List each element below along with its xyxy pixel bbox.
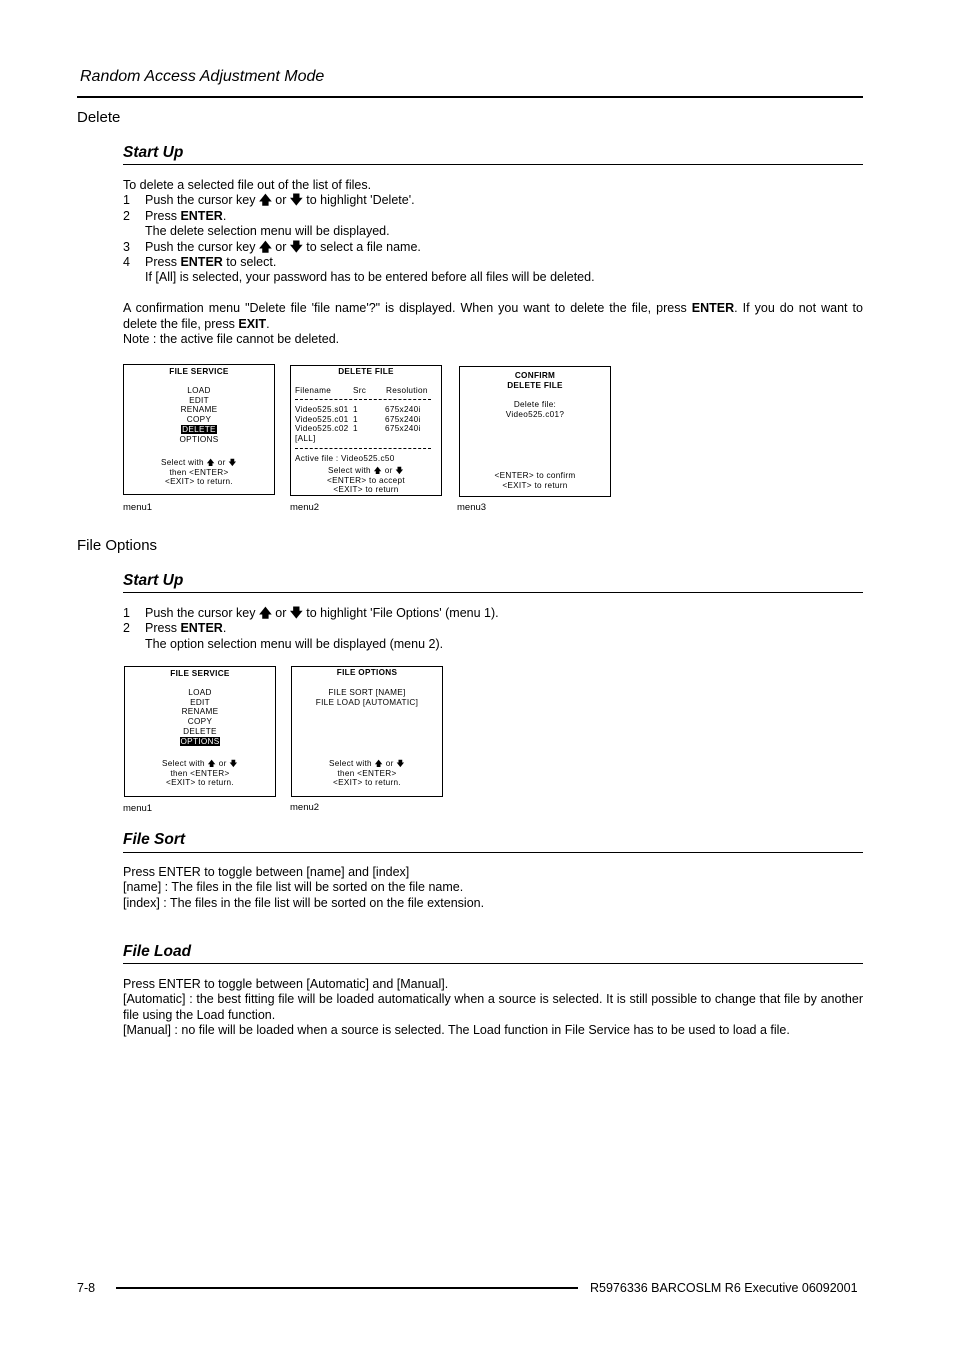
document-id: R5976336 BARCOSLM R6 Executive 06092001: [590, 1281, 858, 1295]
step-2-detail: The option selection menu will be displayed (menu 2).: [145, 636, 444, 651]
arrow-up-icon: 🡅: [373, 466, 383, 475]
arrow-down-icon: 🡇: [289, 606, 303, 620]
header-rule: [77, 96, 863, 98]
arrow-down-icon: 🡇: [228, 458, 237, 467]
intro-text: To delete a selected file out of the list of files.: [123, 178, 372, 192]
table-row: Video525.s01 1 675x240i: [295, 405, 421, 414]
arrow-up-icon: 🡅: [207, 759, 217, 768]
osd-menu-delete-file: DELETE FILE Filename Src Resolution Video525.s01 1 675x240i Video525.c01 1 675x240i Video525.c02 1 675x240i [ALL] Active file : Video525.c50 Select with 🡅 or 🡇 <ENTER> to accept <EXIT> to return: [290, 365, 442, 496]
footer-rule: [116, 1287, 578, 1289]
subsection-title-startup: Start Up: [123, 144, 184, 161]
note-text: Note : the active file cannot be deleted.: [123, 332, 340, 347]
menu-caption: menu2: [290, 802, 320, 813]
osd-menu-file-service: FILE SERVICE LOAD EDIT RENAME COPY DELETE OPTIONS Select with 🡅 or 🡇 then <ENTER> <EXIT> to return.: [124, 666, 276, 797]
options-instructions: [123, 606, 863, 652]
table-row: Video525.c02 1 675x240i: [295, 424, 421, 434]
arrow-up-icon: 🡅: [374, 759, 384, 768]
menu-item-selected: DELETE: [182, 424, 216, 434]
confirm-paragraph: A confirmation menu "Delete file 'file name'?" is displayed. When you want to delete the file, press ENTER. If you do not want to delete the file, press EXIT.: [123, 301, 863, 331]
arrow-down-icon: 🡇: [229, 759, 238, 768]
arrow-up-icon: 🡅: [258, 193, 272, 208]
arrow-down-icon: 🡇: [396, 759, 405, 768]
step-1: 1 Push the cursor key 🡅 or 🡇 to highlight 'Delete'.: [123, 193, 415, 208]
arrow-up-icon: 🡅: [258, 239, 272, 254]
menu-caption: menu3: [457, 502, 487, 513]
section-title-delete: Delete: [77, 109, 121, 126]
osd-menu-file-service: FILE SERVICE LOAD EDIT RENAME COPY DELETE OPTIONS Select with 🡅 or 🡇 then <ENTER> <EXIT> to return.: [123, 364, 275, 495]
table-row: Video525.c01 1 675x240i: [295, 414, 421, 424]
arrow-down-icon: 🡇: [289, 193, 303, 208]
delete-instructions: [123, 178, 863, 347]
menu-caption: menu2: [290, 502, 320, 513]
step-2: 2 Press ENTER.: [123, 621, 227, 636]
step-1: 1 Push the cursor key 🡅 or 🡇 to highlight 'File Options' (menu 1).: [123, 606, 499, 620]
subsection-title-file-load: File Load: [123, 943, 192, 960]
page-number: 7-8: [77, 1281, 96, 1295]
file-list: [295, 405, 421, 444]
step-4-detail: If [All] is selected, your password has to be entered before all files will be deleted.: [145, 270, 595, 285]
step-3: 3 Push the cursor key 🡅 or 🡇 to select a file name.: [123, 239, 421, 254]
file-load-text: Press ENTER to toggle between [Automatic] and [Manual]. [Automatic] : the best fitting file will be loaded automatically when a source is selected. It is still possible to change that file by another file using the Load function. [Manual] : no file will be loaded when a source is selected. The Load function in File Service has to be used to load a file.: [123, 977, 863, 1038]
subsection-rule: [123, 592, 863, 593]
subsection-rule: [123, 963, 863, 964]
file-sort-text: Press ENTER to toggle between [name] and [index] [name] : The files in the file list will be sorted on the file name. [index] : The files in the file list will be sorted on the file extension.: [123, 865, 485, 910]
osd-menu-file-options: FILE OPTIONS FILE SORT [NAME] FILE LOAD [AUTOMATIC] Select with 🡅 or 🡇 then <ENTER> <EXIT> to return.: [291, 666, 443, 797]
subsection-title-startup: Start Up: [123, 572, 184, 589]
osd-menu-confirm-delete: CONFIRM DELETE FILE Delete file: Video525.c01? <ENTER> to confirm <EXIT> to return: [459, 366, 611, 497]
section-title-file-options: File Options: [77, 537, 158, 554]
arrow-down-icon: 🡇: [289, 239, 303, 254]
subsection-rule: [123, 852, 863, 853]
arrow-up-icon: 🡅: [206, 458, 216, 467]
table-row: [ALL]: [295, 434, 316, 444]
menu-item-selected: OPTIONS: [180, 736, 220, 746]
step-2-detail: The delete selection menu will be displayed.: [145, 224, 390, 239]
step-2: 2 Press ENTER.: [123, 208, 227, 223]
subsection-title-file-sort: File Sort: [123, 831, 186, 848]
menu-caption: menu1: [123, 803, 153, 814]
subsection-rule: [123, 164, 863, 165]
arrow-up-icon: 🡅: [258, 606, 272, 620]
menu-caption: menu1: [123, 502, 153, 513]
page-header-title: Random Access Adjustment Mode: [80, 68, 325, 85]
arrow-down-icon: 🡇: [395, 466, 404, 475]
step-4: 4 Press ENTER to select.: [123, 255, 277, 270]
